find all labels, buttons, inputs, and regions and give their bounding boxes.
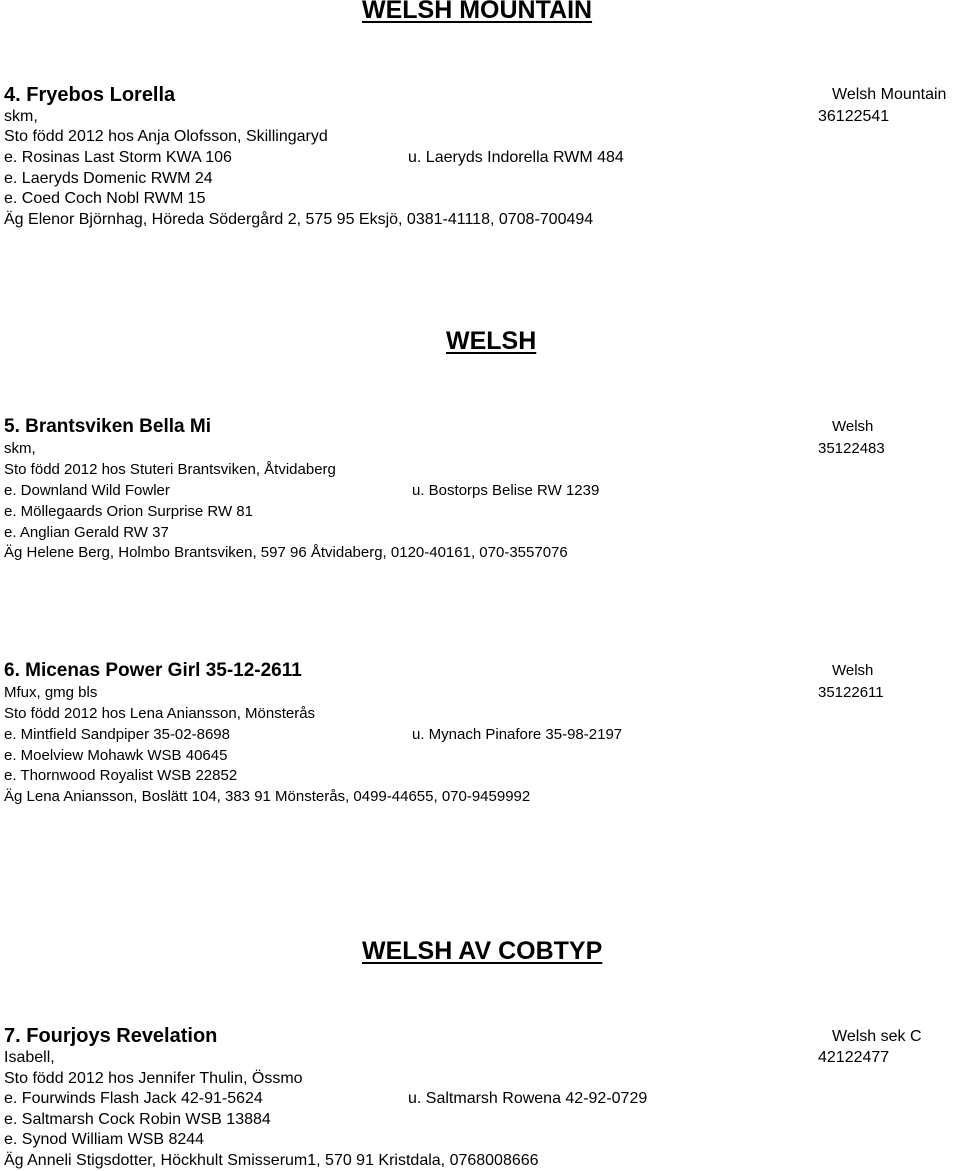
entry-born: Sto född 2012 hos Jennifer Thulin, Össmo [4,1070,303,1087]
entry-born: Sto född 2012 hos Stuteri Brantsviken, Åtvidaberg [4,461,336,478]
entry-sire-of-dam: e. Möllegaards Orion Surprise RW 81 [4,503,253,520]
entry-sire-of-dam: e. Laeryds Domenic RWM 24 [4,170,213,187]
entry-dam: u. Bostorps Belise RW 1239 [412,482,600,499]
entry-sire: e. Fourwinds Flash Jack 42-91-5624 [4,1090,263,1107]
entry-dam-line: e. Thornwood Royalist WSB 22852 [4,767,238,784]
section-heading-welsh-mountain: WELSH MOUNTAIN [362,0,593,24]
entry-reg-no: 36122541 [818,108,890,125]
entry-born: Sto född 2012 hos Lena Aniansson, Mönsterås [4,705,316,722]
entry-color: skm, [4,440,36,457]
entry-title: 5. Brantsviken Bella Mi [4,416,211,437]
entry-owner: Äg Helene Berg, Holmbo Brantsviken, 597 96 Åtvidaberg, 0120-40161, 070-3557076 [4,544,568,561]
entry-sire: e. Rosinas Last Storm KWA 106 [4,149,232,166]
entry-sire-of-dam: e. Saltmarsh Cock Robin WSB 13884 [4,1111,271,1128]
entry-color: Isabell, [4,1049,55,1066]
section-heading-welsh-av-cobtyp: WELSH AV COBTYP [362,937,603,965]
entry-title: 6. Micenas Power Girl 35-12-2611 [4,660,302,681]
entry-reg-no: 42122477 [818,1049,890,1066]
entry-dam: u. Saltmarsh Rowena 42-92-0729 [408,1090,648,1107]
entry-dam-line: e. Synod William WSB 8244 [4,1131,205,1148]
entry-title: 7. Fourjoys Revelation [4,1025,218,1047]
section-heading-welsh: WELSH [446,327,537,355]
entry-color: skm, [4,108,38,125]
entry-dam-line: e. Anglian Gerald RW 37 [4,524,169,541]
entry-owner: Äg Elenor Björnhag, Höreda Södergård 2, 575 95 Eksjö, 0381-41118, 0708-700494 [4,211,594,228]
entry-owner: Äg Lena Aniansson, Boslätt 104, 383 91 Mönsterås, 0499-44655, 070-9459992 [4,788,531,805]
entry-born: Sto född 2012 hos Anja Olofsson, Skillingaryd [4,128,328,145]
entry-title: 4. Fryebos Lorella [4,84,176,106]
entry-owner: Äg Anneli Stigsdotter, Höckhult Smisserum1, 570 91 Kristdala, 0768008666 [4,1152,539,1169]
entry-dam-line: e. Coed Coch Nobl RWM 15 [4,190,206,207]
entry-sire-of-dam: e. Moelview Mohawk WSB 40645 [4,747,228,764]
entry-sire: e. Mintfield Sandpiper 35-02-8698 [4,726,230,743]
entry-dam: u. Laeryds Indorella RWM 484 [408,149,624,166]
entry-breed: Welsh [832,418,874,435]
entry-dam: u. Mynach Pinafore 35-98-2197 [412,726,623,743]
entry-sire: e. Downland Wild Fowler [4,482,170,499]
entry-color: Mfux, gmg bls [4,684,98,701]
entry-reg-no: 35122611 [818,684,884,701]
entry-breed: Welsh [832,662,874,679]
entry-breed: Welsh sek C [832,1028,922,1045]
entry-breed: Welsh Mountain [832,86,947,103]
entry-reg-no: 35122483 [818,440,885,457]
